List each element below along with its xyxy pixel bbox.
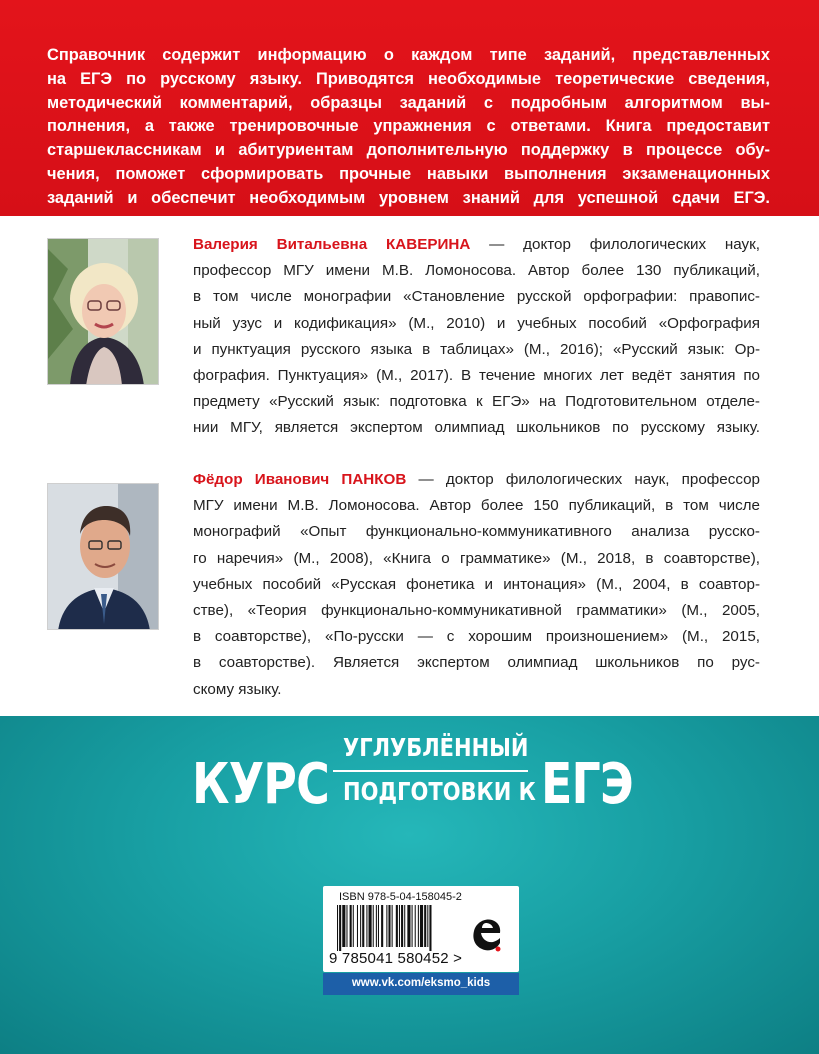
author1-bio: [193, 232, 760, 442]
barcode-bar: [362, 905, 364, 947]
description-line: Справочник содержит информацию о каждом типе заданий, представленных: [47, 46, 770, 64]
bio-line: Фёдор Иванович ПАНКОВ — доктор филологических наук, профессор: [193, 471, 760, 488]
barcode-bar: [429, 905, 431, 951]
publisher-url[interactable]: www.vk.com/eksmo_kids: [351, 977, 491, 989]
title-subtitle-bottom: ПОДГОТОВКИ К: [343, 777, 536, 806]
barcode: [337, 905, 463, 951]
barcode-bar: [369, 905, 372, 947]
barcode-bar: [404, 905, 405, 947]
barcode-bar: [339, 905, 341, 951]
description-line: полнения, а также тренировочные упражнения с ответами. Книга предоставит: [47, 117, 770, 136]
barcode-bar: [350, 905, 352, 947]
description-line: старшеклассникам и абитуриентам дополнительную поддержку в процессе обу-: [47, 141, 770, 160]
barcode-bar: [420, 905, 423, 947]
barcode-bar: [392, 905, 393, 947]
barcode-bar: [337, 905, 338, 951]
publisher-logo-icon: [470, 913, 504, 953]
barcode-bar: [342, 905, 345, 947]
barcode-bar: [353, 905, 354, 947]
bio-line: скому языку.: [193, 680, 282, 698]
bio-line: в соавторстве). Является экспертом олимпиад школьников по рус-: [193, 654, 760, 672]
description-line: чения, поможет сформировать прочные навыки выполнения экзаменационных: [47, 164, 770, 183]
barcode-bar: [418, 905, 419, 947]
barcode-bar: [424, 905, 426, 947]
author1-name: Валерия Витальевна КАВЕРИНА: [193, 236, 471, 253]
description-line: на ЕГЭ по русскому языку. Приводятся необходимые теоретические сведения,: [47, 69, 770, 88]
barcode-bar: [357, 905, 358, 947]
barcode-bar: [401, 905, 403, 947]
barcode-bar: [412, 905, 413, 947]
bio-line: в том числе монографии «Становление русской орфографии: правопис-: [193, 288, 760, 306]
author1-photo: [47, 238, 159, 385]
bio-line: фография. Пунктуация» (М., 2017). В течение многих лет ведёт занятия по: [193, 367, 760, 385]
bio-line: нии МГУ, является экспертом олимпиад школьников по русскому языку.: [193, 419, 760, 437]
barcode-bar: [396, 905, 398, 947]
barcode-bar: [360, 905, 361, 947]
barcode-digits: 9 785041 580452 >: [329, 950, 463, 967]
title-ege: ЕГЭ: [541, 752, 633, 817]
barcode-bar: [399, 905, 400, 947]
barcode-bar: [378, 905, 379, 947]
bio-line: в соавторстве), «По-русски — с хорошим произношением» (М., 2015,: [193, 628, 760, 646]
author2-photo: [47, 483, 159, 630]
bio-line: профессор МГУ имени М.В. Ломоносова. Автор более 130 публикаций,: [193, 262, 760, 280]
barcode-bar: [386, 905, 387, 947]
title-band: [0, 716, 819, 1054]
barcode-bar: [427, 905, 428, 947]
barcode-bar: [366, 905, 367, 947]
bio-line: и пунктуация русского языка в таблицах» (М., 2016); «Русский язык: Ор-: [193, 340, 760, 358]
book-description: [47, 44, 770, 211]
barcode-bar: [346, 905, 347, 947]
barcode-bar: [381, 905, 383, 947]
bio-line: монографий «Опыт функционально-коммуникативного анализа русско-: [193, 523, 760, 541]
bio-line: ный узус и кодификация» (М., 2010) и учебных пособий «Орфография: [193, 314, 760, 332]
title-divider: [333, 770, 528, 772]
barcode-bar: [407, 905, 410, 947]
title-subtitle-top: УГЛУБЛЁННЫЙ: [343, 733, 529, 762]
description-line: методический комментарий, образцы заданий с подробным алгоритмом вы-: [47, 93, 770, 112]
barcode-bar: [415, 905, 416, 947]
bio-line: учебных пособий «Русская фонетика и интонация» (М., 2004, в соавтор-: [193, 575, 760, 593]
bio-line: Валерия Витальевна КАВЕРИНА — доктор филологических наук,: [193, 236, 760, 253]
bio-line: го наречия» (М., 2008), «Книга о грамматике» (М., 2018, в соавторстве),: [193, 549, 760, 567]
bio-line: предмету «Русский язык: подготовка к ЕГЭ» на Подготовительном отделе-: [193, 393, 760, 411]
barcode-bar: [373, 905, 374, 947]
barcode-bar: [388, 905, 390, 947]
author2-name: Фёдор Иванович ПАНКОВ: [193, 471, 407, 488]
isbn-label: ISBN 978-5-04-158045-2: [339, 891, 462, 903]
bio-line: МГУ имени М.В. Ломоносова. Автор более 150 публикаций, в том числе: [193, 497, 760, 515]
description-line: заданий и обеспечит необходимым уровнем знаний для успешной сдачи ЕГЭ.: [47, 188, 770, 207]
barcode-bar: [376, 905, 377, 947]
author2-bio: [193, 467, 760, 703]
bio-line: стве), «Теория функционально-коммуникативной грамматики» (М., 2005,: [193, 602, 760, 620]
title-kurs: КУРС: [192, 752, 330, 817]
